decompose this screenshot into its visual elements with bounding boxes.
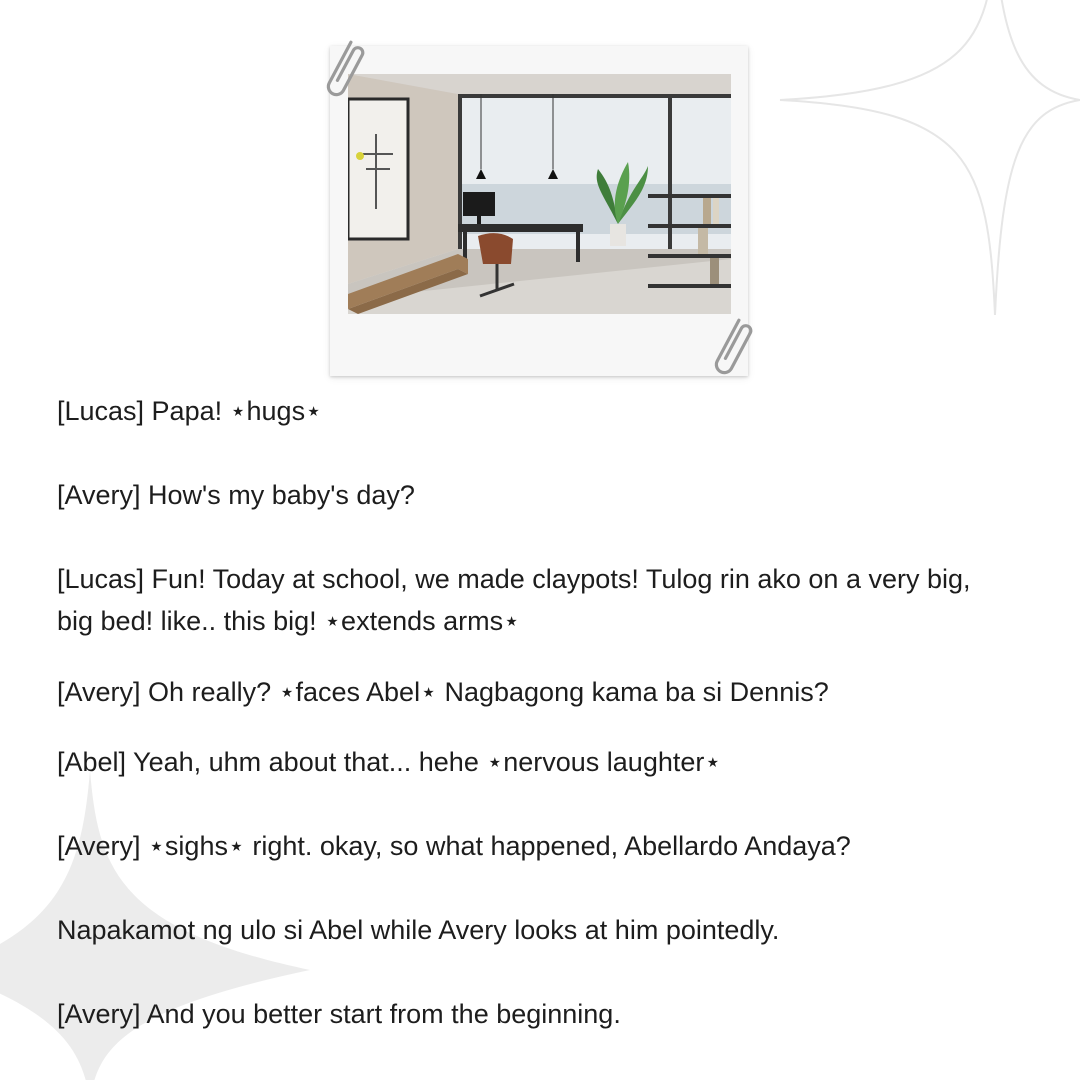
dialogue-line: [Avery] ⋆sighs⋆ right. okay, so what happened, Abellardo Andaya? — [57, 831, 851, 861]
sparkle-outline-decoration — [770, 0, 1080, 320]
paperclip-top-icon — [322, 34, 366, 102]
dialogue-line: [Lucas] Fun! Today at school, we made claypots! Tulog rin ako on a very big, big bed! like.. this big! ⋆extends arms⋆ — [57, 564, 971, 636]
office-scene-illustration — [348, 74, 731, 314]
polaroid-frame — [330, 46, 748, 376]
narration-line: Napakamot ng ulo si Abel while Avery looks at him pointedly. — [57, 915, 780, 945]
dialogue-line: [Avery] How's my baby's day? — [57, 480, 415, 510]
dialogue-line: [Abel] Yeah, uhm about that... hehe ⋆nervous laughter⋆ — [57, 747, 722, 777]
paperclip-bottom-icon — [710, 312, 754, 380]
dialogue-line: [Lucas] Papa! ⋆hugs⋆ — [57, 396, 322, 426]
dialogue-line: [Avery] And you better start from the beginning. — [57, 999, 621, 1029]
dialogue-line: [Avery] Oh really? ⋆faces Abel⋆ Nagbagong kama ba si Dennis? — [57, 677, 829, 707]
office-interior-photo — [348, 74, 731, 314]
